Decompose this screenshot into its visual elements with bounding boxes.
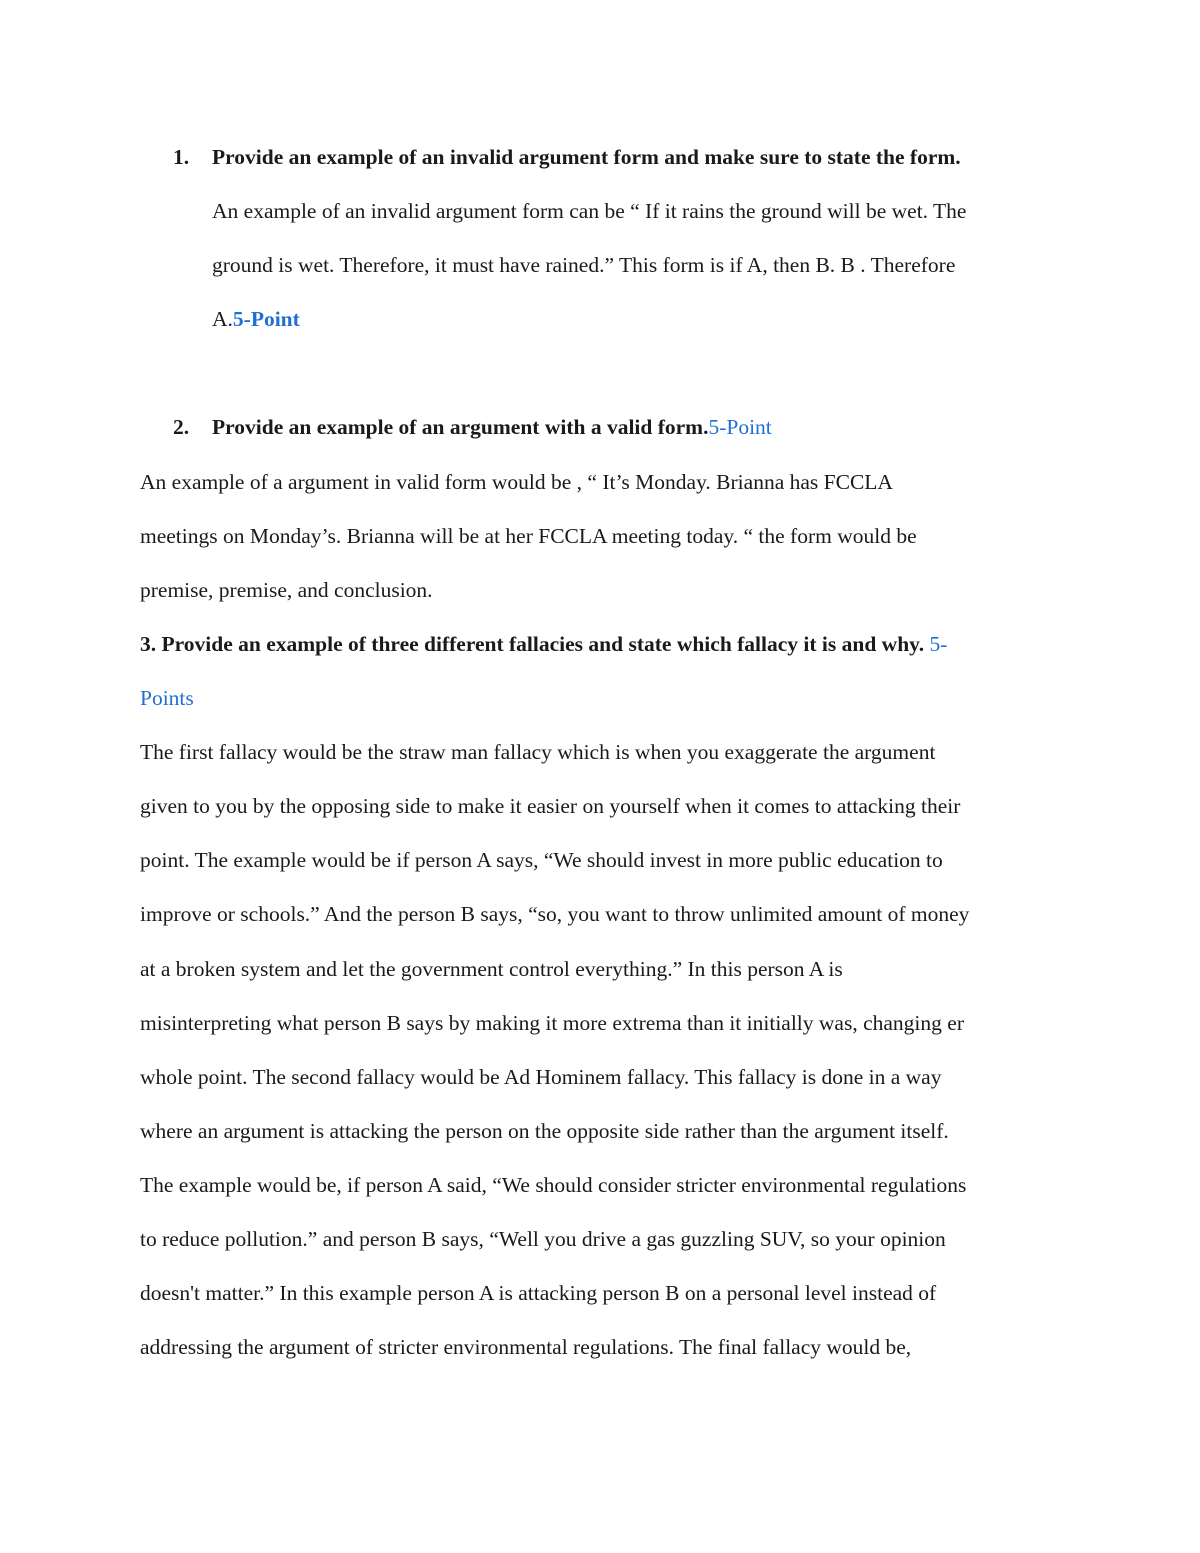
- q2-answer-line: premise, premise, and conclusion.: [140, 578, 433, 602]
- q3-answer-line: improve or schools.” And the person B says, “so, you want to throw unlimited amount of money: [140, 902, 970, 926]
- q1-answer-text: A.: [212, 307, 233, 331]
- q2-question: Provide an example of an argument with a valid form.: [212, 415, 709, 439]
- q1-question: Provide an example of an invalid argument form and make sure to state the form.: [212, 145, 961, 169]
- q3-points-label: 5-: [929, 632, 948, 656]
- q2-answer-line: meetings on Monday’s. Brianna will be at her FCCLA meeting today. “ the form would be: [140, 524, 917, 548]
- q3-answer-line: The first fallacy would be the straw man fallacy which is when you exaggerate the argument: [140, 740, 936, 764]
- q2-answer-line: An example of a argument in valid form would be , “ It’s Monday. Brianna has FCCLA: [140, 470, 893, 494]
- q1-number: 1.: [173, 145, 190, 169]
- q1-answer-line: An example of an invalid argument form can be “ If it rains the ground will be wet. The: [212, 199, 967, 223]
- q3-question: 3. Provide an example of three different fallacies and state which fallacy it is and why.: [140, 632, 925, 656]
- q3-answer-line: misinterpreting what person B says by making it more extrema than it initially was, changing er: [140, 1011, 964, 1035]
- q3-answer-line: point. The example would be if person A says, “We should invest in more public education to: [140, 848, 943, 872]
- q1-answer-line: ground is wet. Therefore, it must have rained.” This form is if A, then B. B . Therefore: [212, 253, 956, 277]
- q3-answer-line: given to you by the opposing side to make it easier on yourself when it comes to attacking their: [140, 794, 961, 818]
- q3-answer-line: doesn't matter.” In this example person A is attacking person B on a personal level instead of: [140, 1281, 937, 1305]
- q3-answer-line: to reduce pollution.” and person B says, “Well you drive a gas guzzling SUV, so your opinion: [140, 1227, 946, 1251]
- q2-points-label: 5-Point: [708, 415, 772, 439]
- q2-question-line: [212, 413, 772, 441]
- q1-answer-line-last: [212, 305, 300, 333]
- q3-points-label-cont: Points: [140, 686, 194, 710]
- q2-number: 2.: [173, 415, 190, 439]
- q3-answer-line: where an argument is attacking the person on the opposite side rather than the argument itself.: [140, 1119, 949, 1143]
- q1-points-label: 5-Point: [232, 307, 300, 331]
- q3-answer-line: at a broken system and let the government control everything.” In this person A is: [140, 957, 843, 981]
- q3-answer-line: The example would be, if person A said, “We should consider stricter environmental regulations: [140, 1173, 967, 1197]
- q3-answer-line: addressing the argument of stricter environmental regulations. The final fallacy would be,: [140, 1335, 912, 1359]
- q3-answer-line: whole point. The second fallacy would be Ad Hominem fallacy. This fallacy is done in a way: [140, 1065, 942, 1089]
- q3-question-line: [140, 630, 947, 658]
